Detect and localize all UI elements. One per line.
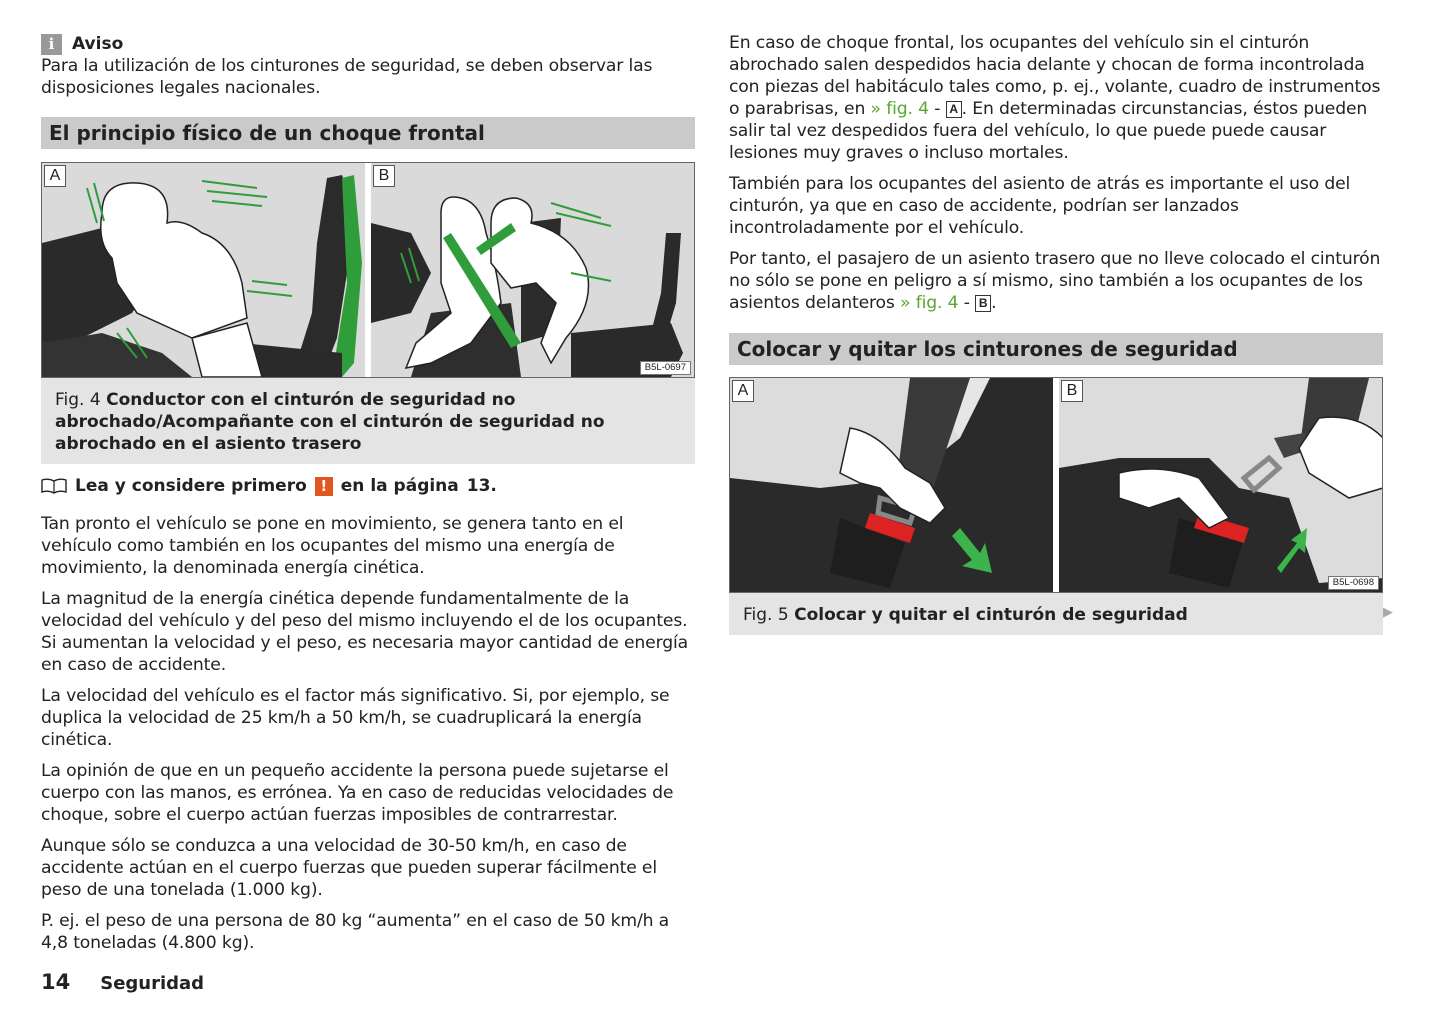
notice-header (41, 33, 695, 55)
paragraph-frontal-crash (729, 32, 1383, 164)
unfasten-belt-illustration (1059, 378, 1382, 592)
read-first-text: Lea y considere primero (75, 476, 307, 496)
figure-5-label: Fig. 5 (743, 605, 789, 625)
figure-4 (41, 162, 695, 464)
warning-icon: ! (315, 477, 333, 496)
fasten-belt-illustration (730, 378, 1053, 592)
figure-5-caption-text: Colocar y quitar el cinturón de seguridad (794, 605, 1188, 625)
notice-title: Aviso (72, 34, 124, 54)
dash: - (934, 99, 941, 119)
paragraph-text: Por tanto, el pasajero de un asiento trasero que no lleve colocado el cinturón no sólo se pone en peligro a sí mismo, sino también a los ocupantes de los asientos delanteros (729, 249, 1381, 313)
notice-text: Para la utilización de los cinturones de seguridad, se deben observar las disposiciones legales nacionales. (41, 56, 653, 98)
unbelted-driver-illustration (42, 163, 365, 377)
left-column (41, 32, 695, 963)
figure-4-link[interactable]: » fig. 4 (870, 99, 929, 119)
info-icon: i (41, 34, 62, 55)
unbelted-rear-passenger-illustration (371, 163, 694, 377)
paragraph-rear-passenger (729, 248, 1383, 314)
figure-4-code: B5L-0697 (640, 361, 691, 375)
paragraph: La magnitud de la energía cinética depende fundamentalmente de la velocidad del vehículo y del peso del mismo incluyendo el de los ocupantes. Si aumentan la velocidad y el peso, es necesaria mayor cantidad de energía en caso de accidente. (41, 589, 688, 675)
figure-5-panel-b (1059, 378, 1382, 592)
footer-section-name: Seguridad (100, 973, 205, 994)
panel-letter-a: A (44, 165, 66, 187)
paragraph-text: . En determinadas circunstancias, éstos pueden salir tal vez despedidos fuera del vehículo, lo que puede puede causar lesiones muy graves o incluso mortales. (729, 99, 1368, 163)
panel-ref-a: A (946, 101, 962, 118)
figure-4-label: Fig. 4 (55, 390, 101, 410)
paragraph-text: . (991, 293, 997, 313)
paragraph: Tan pronto el vehículo se pone en movimiento, se genera tanto en el vehículo como también en los ocupantes del mismo una energía de movimiento, la denominada energía cinética. (41, 514, 624, 578)
section-title-seatbelts: Colocar y quitar los cinturones de seguridad (729, 333, 1383, 365)
section-title-frontal-crash: El principio físico de un choque frontal (41, 117, 695, 149)
figure-4-image (41, 162, 695, 378)
panel-letter-b: B (373, 165, 395, 187)
dash: - (963, 293, 970, 313)
book-icon (41, 478, 67, 494)
paragraph: La opinión de que en un pequeño accidente la persona puede sujetarse el cuerpo con las manos, es errónea. Ya en caso de reducidas velocidades de choque, sobre el cuerpo actúan fuerzas imposibles de contrarrestar. (41, 761, 674, 825)
paragraph: La velocidad del vehículo es el factor más significativo. Si, por ejemplo, se duplica la velocidad de 25 km/h a 50 km/h, se cuadruplicará la energía cinética. (41, 686, 670, 750)
paragraph-text: En caso de choque frontal, los ocupantes del vehículo sin el cinturón abrochado salen despedidos hacia delante y chocan de forma incontrolada con piezas del habitáculo tales como, p. ej., volante, cuadro de instrumentos o parabrisas, en (729, 33, 1381, 119)
page-number: 14 (41, 970, 71, 994)
page-footer (41, 970, 204, 994)
read-first-note (41, 476, 695, 496)
paragraph-rear-occupants: También para los ocupantes del asiento de atrás es importante el uso del cinturón, ya que en caso de accidente, podrían ser lanzados incontroladamente por el vehículo. (729, 174, 1351, 238)
figure-4-panel-a (42, 163, 365, 377)
paragraph: P. ej. el peso de una persona de 80 kg “aumenta” en el caso de 50 km/h a 4,8 toneladas (4.800 kg). (41, 911, 670, 953)
right-column (729, 32, 1383, 635)
figure-5-image (729, 377, 1383, 593)
panel-letter-a: A (732, 380, 754, 402)
figure-5-code: B5L-0698 (1328, 576, 1379, 590)
read-first-page-label: en la página (340, 476, 459, 496)
figure-5 (729, 377, 1383, 635)
figure-4-link[interactable]: » fig. 4 (900, 293, 959, 313)
panel-letter-b: B (1061, 380, 1083, 402)
figure-4-caption-text: Conductor con el cinturón de seguridad no abrochado/Acompañante con el cinturón de seguridad no abrochado en el asiento trasero (55, 390, 605, 454)
figure-4-caption (41, 378, 695, 464)
next-page-arrow-icon[interactable]: ▶ (1383, 605, 1393, 620)
figure-5-panel-a (730, 378, 1053, 592)
read-first-page-link[interactable]: 13. (466, 476, 497, 496)
figure-4-panel-b (371, 163, 694, 377)
paragraph: Aunque sólo se conduzca a una velocidad de 30-50 km/h, en caso de accidente actúan en el cuerpo fuerzas que pueden superar fácilmente el peso de una tonelada (1.000 kg). (41, 836, 657, 900)
panel-ref-b: B (975, 295, 991, 312)
figure-5-caption (729, 593, 1383, 635)
